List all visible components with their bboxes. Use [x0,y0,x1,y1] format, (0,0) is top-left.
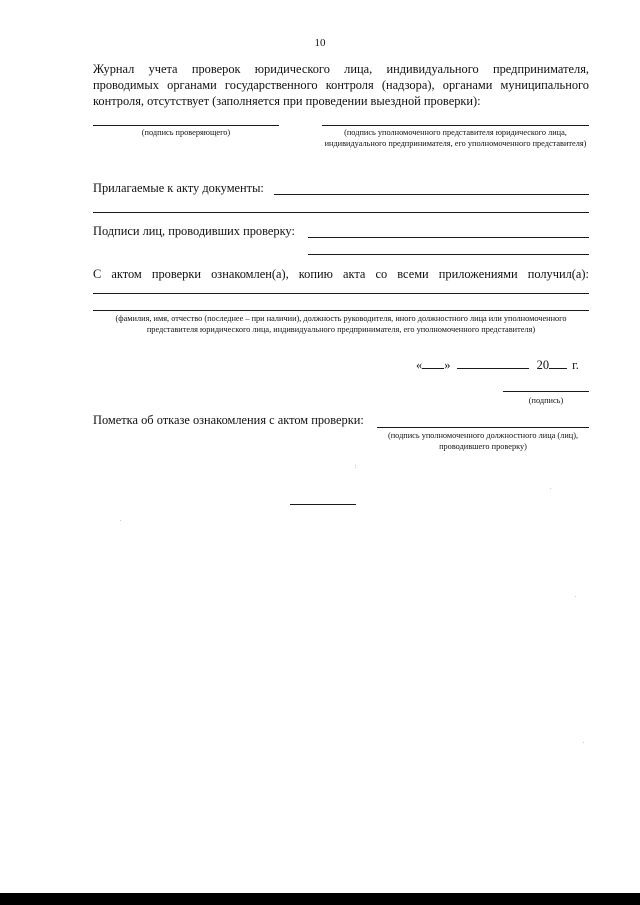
scan-speck [575,596,576,597]
acquainted-line-1 [93,293,589,294]
month-blank [457,357,529,369]
scan-speck [355,465,356,466]
attached-documents-line-2 [93,212,589,213]
acquainted-line-2 [93,310,589,311]
scan-speck [550,488,551,489]
refusal-caption: (подпись уполномоченного должностного лица (лиц), проводившего проверку) [387,431,579,451]
signature-line [503,391,589,392]
scan-speck [355,467,356,468]
journal-statement: Журнал учета проверок юридического лица, индивидуального предпринимателя, проводимых органами государственного контроля (надзора), органами муниципального контроля, отсутствует (заполняется при проведении выездной проверки): [93,62,589,108]
inspectors-signatures-line-1 [308,237,589,238]
scan-speck [583,742,584,743]
date-close-quote: » [444,358,451,372]
day-blank [422,357,444,369]
year-prefix: 20 [536,358,550,372]
representative-signature-line [322,125,589,126]
attached-documents-label: Прилагаемые к акту документы: [93,181,264,195]
date-line [416,357,579,373]
scan-bottom-band [0,893,640,905]
representative-signature-caption: (подпись уполномоченного представителя юридического лица, индивидуального предпринимателя, его уполномоченного представителя) [324,128,587,148]
inspector-signature-line [93,125,279,126]
signature-caption: (подпись) [528,396,564,405]
fio-position-caption: (фамилия, имя, отчество (последнее – при наличии), должность руководителя, иного должностного лица или уполномоченного представителя юридического лица, индивидуального предпринимателя, его уполномоченного представителя) [115,314,567,334]
attached-documents-line-1 [274,194,589,195]
acquainted-statement: С актом проверки ознакомлен(а), копию акта со всеми приложениями получил(а): [93,267,589,281]
inspectors-signatures-label: Подписи лиц, проводивших проверку: [93,224,295,238]
end-separator-line [290,504,356,505]
scan-speck [120,520,121,521]
inspectors-signatures-line-2 [308,254,589,255]
year-suffix: г. [572,358,579,372]
page-number: 10 [314,37,326,49]
year-blank [549,357,567,369]
refusal-signature-line [377,427,589,428]
inspector-signature-caption: (подпись проверяющего) [141,128,231,137]
refusal-label: Пометка об отказе ознакомления с актом проверки: [93,413,364,427]
date-open-quote: « [416,358,423,372]
